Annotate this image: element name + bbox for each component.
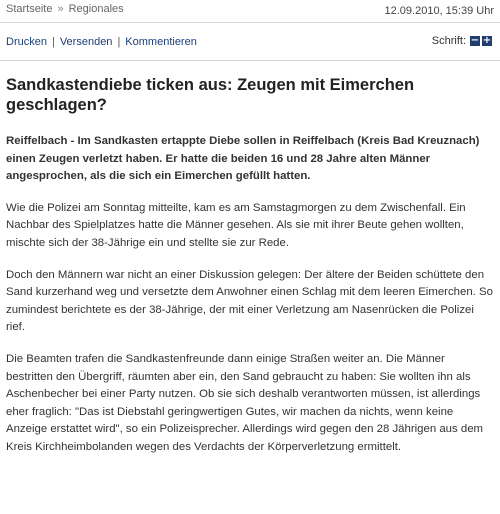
- article-body: [6, 133, 494, 471]
- action-divider: |: [51, 36, 55, 48]
- article-lead: Reiffelbach - Im Sandkasten ertappte Diebe sollen in Reiffelbach (Kreis Bad Kreuznach) einen Zeugen verletzt haben. Er hatte die beiden 16 und 28 Jahre alten Männer angesprochen, als die sich ein Eimerchen gefüllt hatten.: [6, 135, 480, 183]
- font-size-label: Schrift:: [431, 35, 466, 47]
- article-timestamp: 12.09.2010, 15:39 Uhr: [384, 5, 494, 17]
- font-decrease-button[interactable]: −: [470, 35, 480, 46]
- article-paragraph: Die Beamten trafen die Sandkastenfreunde dann einige Straßen weiter an. Die Männer bestritten den Übergriff, räumten aber ein, den Sand gebraucht zu haben: Sie wollten ihn als Aschenbecher bei einer Party nutzen. Ob sie sich deshalb verantworten müssen, ist allerdings eher fraglich: "Das ist Diebstahl geringwertigen Gutes, wir machen da nichts, wenn keine Anzeige erstattet wird", so ein Polizeisprecher. Allerdings wird gegen den 28 Jährigen aus dem Kreis Kirchheimbolanden wegen des Verdachts der Körperverletzung ermittelt.: [6, 352, 484, 453]
- article-toolbar: [0, 32, 500, 50]
- divider: [0, 60, 500, 61]
- breadcrumb: [6, 3, 124, 15]
- article-paragraph: Wie die Polizei am Sonntag mitteilte, kam es am Samstagmorgen zu dem Zwischenfall. Ein Nachbar des Spielplatzes hatte die Männer gesehen. Als sie mit ihrer Beute gehen wollten, mischte sich der 38-Jährige ein und stellte sie zur Rede.: [6, 201, 466, 249]
- top-bar: [0, 0, 500, 22]
- breadcrumb-section-link[interactable]: Regionales: [68, 3, 124, 15]
- print-link[interactable]: Drucken: [6, 36, 47, 48]
- divider: [0, 22, 500, 23]
- breadcrumb-separator: »: [57, 3, 64, 15]
- breadcrumb-home-link[interactable]: Startseite: [6, 3, 53, 15]
- article-paragraph: Doch den Männern war nicht an einer Diskussion gelegen: Der ältere der Beiden schüttete den Sand kurzerhand weg und versetzte dem Anwohner einen Schlag mit dem leeren Eimerchen. So zumindest berichtete es der 38-Jährige, der mit einer Verletzung am Nasenrücken die Polizei rief.: [6, 268, 493, 334]
- article-title: Sandkastendiebe ticken aus: Zeugen mit Eimerchen geschlagen?: [6, 76, 415, 114]
- font-size-control: [432, 35, 492, 47]
- article-actions: [6, 36, 197, 48]
- send-link[interactable]: Versenden: [59, 36, 113, 48]
- comment-link[interactable]: Kommentieren: [125, 36, 197, 48]
- action-divider: |: [117, 36, 121, 48]
- font-increase-button[interactable]: +: [482, 35, 492, 46]
